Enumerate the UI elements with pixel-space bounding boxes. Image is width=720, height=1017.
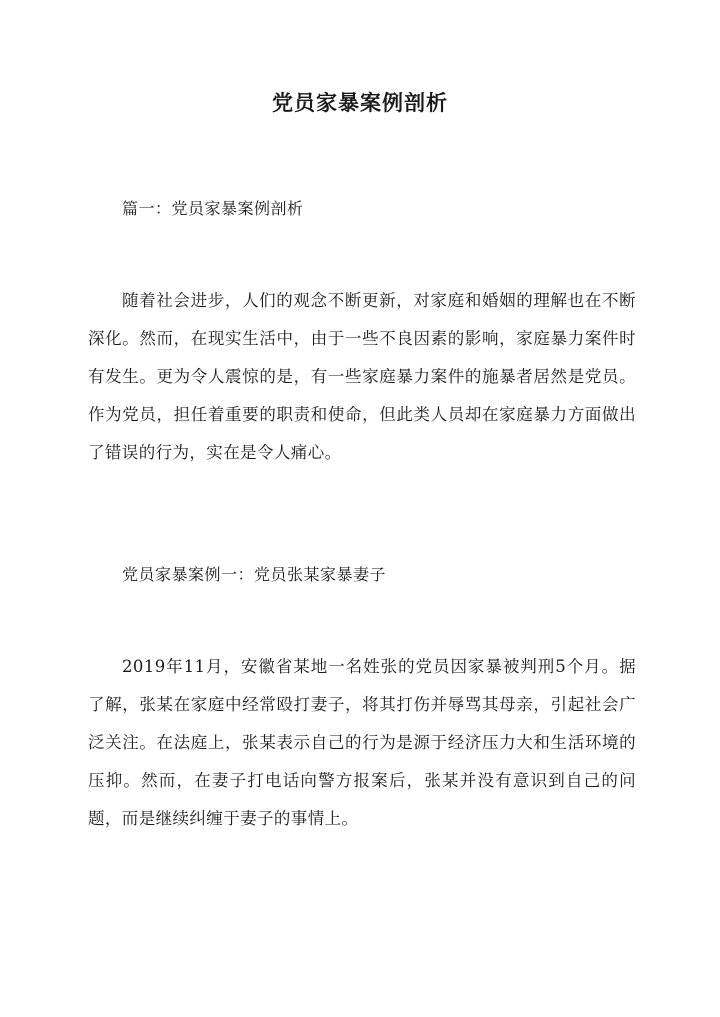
intro-paragraph: 随着社会进步，人们的观念不断更新，对家庭和婚姻的理解也在不断深化。然而，在现实生活中，由于一些不良因素的影响，家庭暴力案件时有发生。更为令人震惊的是，有一些家庭暴力案件的施暴者居然是党员。作为党员，担任着重要的职责和使命，但此类人员却在家庭暴力方面做出了错误的行为，实在是令人痛心。 [88,291,636,462]
document-title: 党员家暴案例剖析 [272,90,448,115]
section-heading: 篇一：党员家暴案例剖析 [122,199,304,218]
case-heading: 党员家暴案例一：党员张某家暴妻子 [122,565,387,584]
case-paragraph: 2019年11月，安徽省某地一名姓张的党员因家暴被判刑5个月。据了解，张某在家庭中经常殴打妻子，将其打伤并辱骂其母亲，引起社会广泛关注。在法庭上，张某表示自己的行为是源于经济压力大和生活环境的压抑。然而，在妻子打电话向警方报案后，张某并没有意识到自己的问题，而是继续纠缠于妻子的事情上。 [88,657,636,828]
